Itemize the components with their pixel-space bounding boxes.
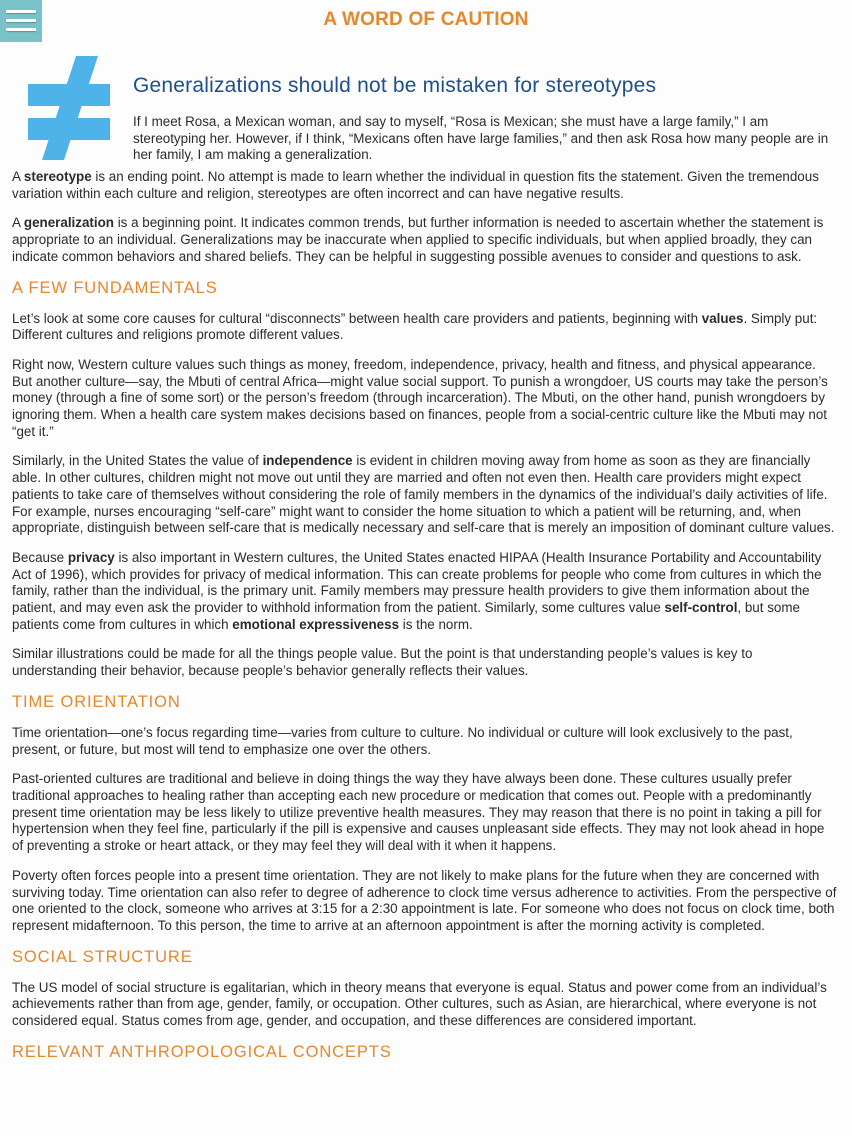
paragraph: Time orientation—one’s focus regarding time—varies from culture to culture. No individual or culture will look exclusively to the past, present, or future, but most will tend to emphasize one over the others.: [12, 724, 793, 757]
paragraph: Right now, Western culture values such things as money, freedom, independence, privacy, health and fitness, and physical appearance. But another culture—say, the Mbuti of central Africa—might value social support. To punish a wrongdoer, US courts may take the person’s money (through a fine of some sort) or the person’s freedom (through incarceration). The Mbuti, on the other hand, punish wrongdoers by ignoring them. When a health care system makes decisions based on finances, people from a social-centric culture like the Mbuti may not “get it.”: [12, 356, 828, 439]
key-term: emotional expressiveness: [232, 616, 400, 632]
paragraph: A generalization is a beginning point. It indicates common trends, but further information is needed to ascertain whether the statement is appropriate to an individual. Generalizations may be inaccurate when applied to specific individuals, but when applied broadly, they can indicate common behaviors and shared beliefs. They can be helpful in suggesting possible avenues to consider and questions to ask.: [12, 215, 824, 264]
paragraph: Similarly, in the United States the value of independence is evident in children moving away from home as soon as they are financially able. In other cultures, children might not move out until they are married and often not even then. Health care providers might expect patients to take care of themselves without considering the role of family members in the dynamics of the individual’s daily activities of life. For example, nurses encouraging “self-care” might want to consider the home situation to which a patient will be returning, and, when appropriate, distinguish between self-care that is medically necessary and self-care that is merely an imposition of dominant culture values.: [12, 453, 835, 536]
key-term: values: [701, 310, 744, 326]
callout-text: If I meet Rosa, a Mexican woman, and say to myself, “Rosa is Mexican; she must have a large family,” I am stereotyping her. However, if I think, “Mexicans often have large families,” and then ask Rosa how many people are in her family, I am making a generalization.: [133, 114, 829, 163]
key-term: self-control: [664, 600, 738, 616]
paragraph: A stereotype is an ending point. No attempt is made to learn whether the individual in question fits the statement. Given the tremendous variation within each culture and religion, stereotypes are often incorrect and can have negative results.: [12, 169, 819, 201]
paragraph: Let’s look at some core causes for cultural “disconnects” between health care providers and patients, beginning with values. Simply put: Different cultures and religions promote different values.: [12, 310, 818, 343]
key-term: independence: [262, 453, 353, 469]
not-equal-slash: [42, 56, 98, 160]
section-heading: RELEVANT ANTHROPOLOGICAL CONCEPTS: [12, 1042, 392, 1061]
key-term: stereotype: [23, 169, 92, 184]
paragraph: The US model of social structure is egalitarian, which in theory means that everyone is equal. Status and power come from an individual’s achievements rather than from age, gender, family, or occupation. Other cultures, such as Asian, are hierarchical, where everyone is not considered equal. Status comes from age, gender, and occupation, and these differences are considered important.: [12, 979, 827, 1029]
key-term: privacy: [67, 549, 115, 565]
not-equal-bar-bottom: [28, 118, 110, 140]
paragraph: Similar illustrations could be made for all the things people value. But the point is that understanding people’s values is key to understanding their behavior, because people’s behavior generally reflects their values.: [12, 646, 753, 679]
paragraph: Poverty often forces people into a present time orientation. They are not likely to make plans for the future when they are concerned with surviving today. Time orientation can also refer to degree of adherence to clock time versus adherence to activities. From the perspective of one oriented to the clock, someone who arrives at 3:15 for a 2:30 appointment is late. For someone who does not focus on clock time, both represent midafternoon. To this person, the time to arrive at an afternoon appointment is after the morning activity is completed.: [12, 867, 837, 933]
callout-title: Generalizations should not be mistaken for stereotypes: [133, 74, 657, 97]
caution-callout: [12, 52, 838, 169]
not-equal-bar-top: [28, 84, 110, 106]
paragraph: Because privacy is also important in Western cultures, the United States enacted HIPAA (Health Insurance Portability and Accountability Act of 1996), which provides for privacy of medical information. This can create problems for people who come from cultures in which the family, rather than the individual, is the primary unit. Family members may pressure health providers to give them information about the patient, and may even ask the provider to withhold information from the patient. Similarly, some cultures value self-control, but some patients come from cultures in which emotional expressiveness is the norm.: [12, 549, 822, 632]
section-heading: TIME ORIENTATION: [12, 692, 181, 711]
page-title: A WORD OF CAUTION: [323, 9, 529, 30]
section-heading: A FEW FUNDAMENTALS: [12, 278, 218, 297]
key-term: generalization: [23, 215, 114, 231]
paragraph: Past-oriented cultures are traditional and believe in doing things the way they have always been done. These cultures usually prefer traditional approaches to healing rather than accepting each new procedure or medication that comes out. People with a predominantly present time orientation may be less likely to utilize preventive health measures. They may reason that there is no point in taking a pill for hypertension when they feel fine, particularly if the pill is expensive and causes unpleasant side effects. They may not look ahead in hope of preventing a stroke or heart attack, or they may feel they will deal with it when it happens.: [12, 771, 825, 854]
section-heading: SOCIAL STRUCTURE: [12, 947, 193, 966]
not-equal-icon: [28, 56, 110, 160]
article-content: [12, 52, 838, 1075]
article-body: [12, 169, 838, 1062]
